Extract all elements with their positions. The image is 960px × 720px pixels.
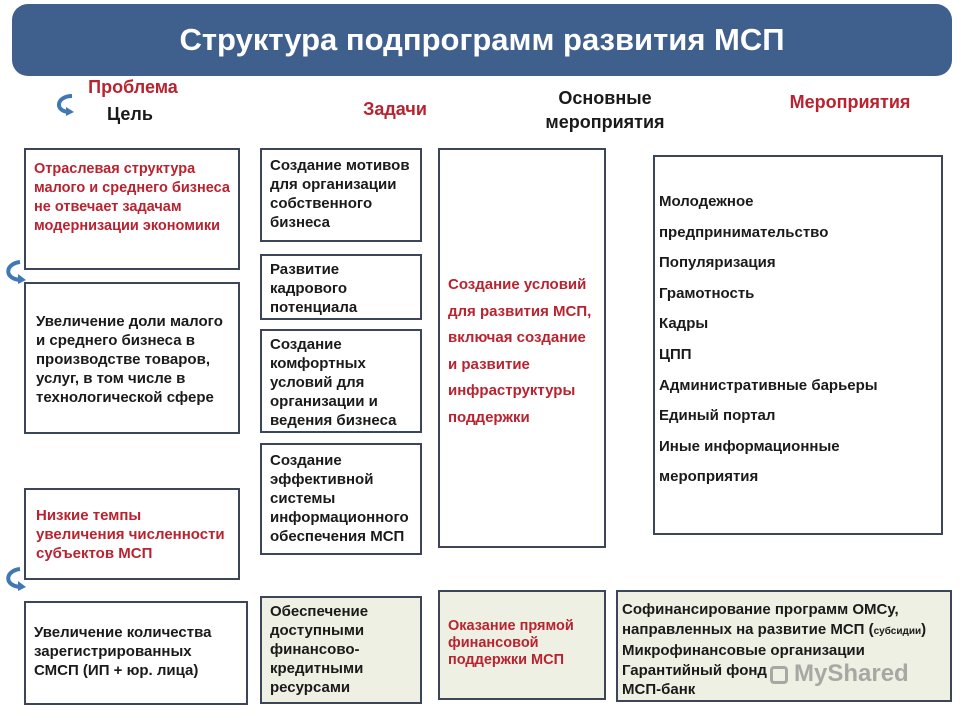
list-item: предпринимательство xyxy=(659,223,829,241)
list-item: ЦПП xyxy=(659,345,692,363)
problem-box-1: Отраслевая структура малого и среднего бизнеса не отвечает задачам модернизации экономики xyxy=(24,148,240,270)
goal-box-2: Увеличение количества зарегистрированных СМСП (ИП + юр. лица) xyxy=(24,601,248,705)
task-box-5: Обеспечение доступными финансово-кредитными ресурсами xyxy=(260,596,422,704)
list-item: Единый портал xyxy=(659,407,776,425)
header-main-activities-line1: Основные xyxy=(558,88,652,108)
main-activity-box-1: Создание условий для развития МСП, включая создание и развитие инфраструктуры поддержки xyxy=(438,148,606,548)
task-box-1: Создание мотивов для организации собственного бизнеса xyxy=(260,148,422,242)
list-item: Кадры xyxy=(659,315,709,333)
task-box-4: Создание эффективной системы информационного обеспечения МСП xyxy=(260,443,422,555)
task-box-3: Создание комфортных условий для организации и ведения бизнеса xyxy=(260,329,422,433)
task-box-2: Развитие кадрового потенциала xyxy=(260,254,422,320)
header-problem: Проблема xyxy=(88,77,178,97)
finance-line-5: МСП-банк xyxy=(622,681,696,698)
title-bar xyxy=(12,4,952,76)
list-item: Грамотность xyxy=(659,284,755,302)
curved-arrow-icon xyxy=(50,92,80,118)
header-activities: Мероприятия xyxy=(789,92,911,112)
finance-line-4: Гарантийный фонд xyxy=(622,661,767,679)
main-activity-box-2: Оказание прямой финансовой поддержки МСП xyxy=(438,590,606,700)
list-item: Популяризация xyxy=(659,254,776,272)
finance-line-2-small: субсидии xyxy=(873,625,922,637)
list-item: мероприятия xyxy=(659,468,759,486)
finance-line-2 xyxy=(622,620,944,642)
header-tasks: Задачи xyxy=(363,99,427,119)
finance-line-2-main: направленных на развитие МСП ( xyxy=(622,620,874,638)
finance-line-3: Микрофинансовые организации xyxy=(622,642,865,659)
page-title: Структура подпрограмм развития МСП xyxy=(179,22,785,57)
finance-line-1: Софинансирование программ ОМСу, xyxy=(622,601,899,618)
problem-box-2: Низкие темпы увеличения численности субъектов МСП xyxy=(24,488,240,580)
list-item: Иные информационные xyxy=(659,437,840,455)
watermark xyxy=(770,660,930,690)
header-main-activities-line2: мероприятия xyxy=(545,112,665,132)
list-item: Административные барьеры xyxy=(659,376,878,394)
watermark-logo-icon xyxy=(770,666,788,684)
finance-line-2-end: ) xyxy=(921,620,927,638)
activities-list-box xyxy=(653,155,943,535)
watermark-text: MyShared xyxy=(794,660,909,687)
list-item: Молодежное xyxy=(659,193,754,210)
goal-box-1: Увеличение доли малого и среднего бизнеса в производстве товаров, услуг, в том числе в технологической сфере xyxy=(24,282,240,434)
header-goal: Цель xyxy=(107,104,153,124)
